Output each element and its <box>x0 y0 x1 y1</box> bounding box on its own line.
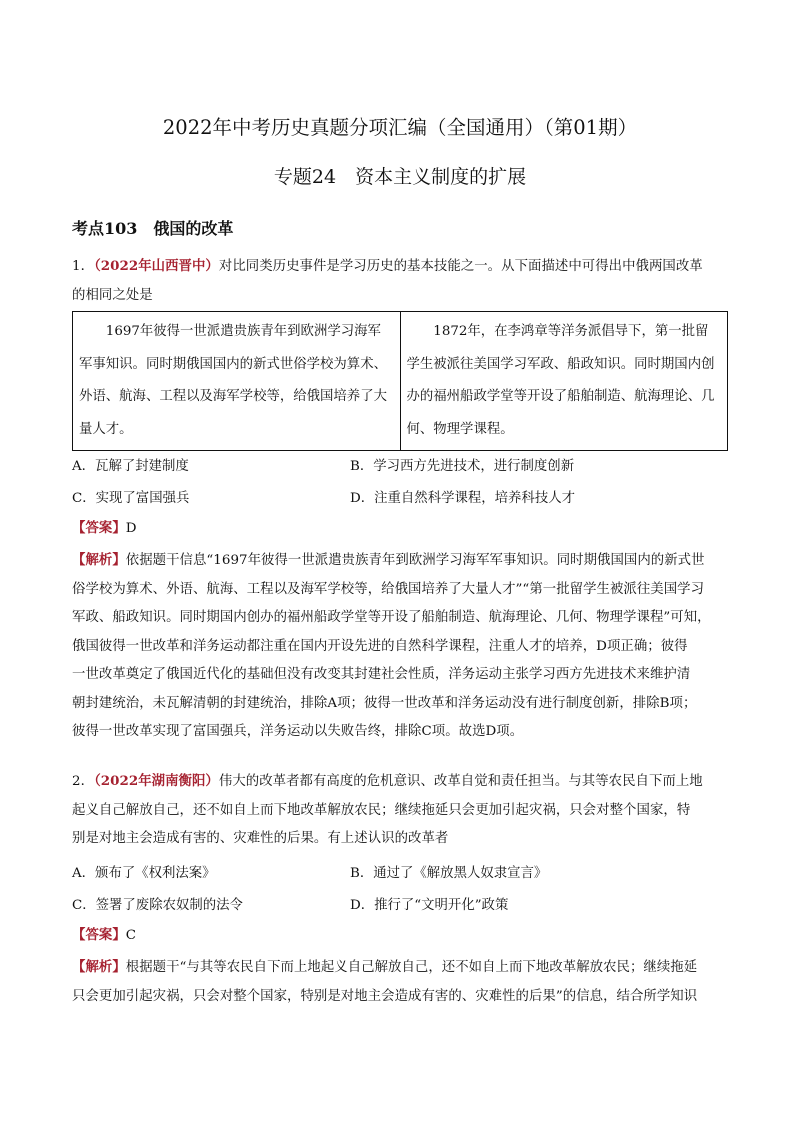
option-d: D．推行了“文明开化”政策 <box>350 897 509 913</box>
question-1-source: （2022年山西晋中） <box>94 258 219 274</box>
analysis-line: 俗学校为算术、外语、航海、工程以及海军学校等，给俄国培养了大量人才”“第一批留学生被派往美国学习 <box>72 581 705 597</box>
option-b: B．学习西方先进技术，进行制度创新 <box>350 458 575 474</box>
question-1-number: 1． <box>72 259 95 274</box>
analysis-label: 【解析】 <box>72 959 126 975</box>
question-2-analysis <box>72 953 728 1011</box>
analysis-line: 俄国彼得一世改革和洋务运动都注重在国内开设先进的自然科学课程，注重人才的培养，D项正确；彼得 <box>72 638 688 654</box>
option-a: A．瓦解了封建制度 <box>72 458 189 474</box>
analysis-line: 根据题干“与其等农民自下而上地起义自己解放自己，还不如自上而下地改革解放农民；继续拖延 <box>125 960 698 975</box>
question-2-stem-line-1: 伟大的改革者都有高度的危机意识、改革自觉和责任担当。与其等农民自下而上地 <box>218 774 703 789</box>
analysis-line: 一世改革奠定了俄国近代化的基础但没有改变其封建社会性质，洋务运动主张学习西方先进技术来维护清 <box>72 667 691 682</box>
option-a: A．颁布了《权利法案》 <box>72 865 216 881</box>
answer-value: D <box>125 521 137 536</box>
question-2-options <box>72 855 728 919</box>
document-subtitle: 专题24 资本主义制度的扩展 <box>273 166 527 188</box>
option-c: C．实现了富国强兵 <box>72 490 190 506</box>
answer-label: 【答案】 <box>72 927 126 943</box>
answer-label: 【答案】 <box>72 520 126 536</box>
analysis-line: 依据题干信息“1697年彼得一世派遣贵族青年到欧洲学习海军军事知识。同时期俄国国内的新式世 <box>125 553 705 568</box>
question-1-analysis <box>72 546 728 747</box>
question-1-stem-line-1: 对比同类历史事件是学习历史的基本技能之一。从下面描述中可得出中俄两国改革 <box>218 259 703 274</box>
question-1-material-table <box>72 311 728 451</box>
analysis-line: 彼得一世改革实现了富国强兵，洋务运动以失败告终，排除C项。故选D项。 <box>72 724 524 739</box>
question-2-stem <box>72 767 728 854</box>
material-left-cell: 1697年彼得一世派遣贵族青年到欧洲学习海军军事知识。同时期俄国国内的新式世俗学校为算术、外语、航海、工程以及海军学校等，给俄国培养了大量人才。 <box>73 312 401 451</box>
material-right-cell: 1872年，在李鸿章等洋务派倡导下，第一批留学生被派往美国学习军政、船政知识。同时期国内创办的福州船政学堂等开设了船舶制造、航海理论、几何、物理学课程。 <box>400 312 728 451</box>
question-1-options <box>72 448 728 512</box>
question-1-stem-line-2: 的相同之处是 <box>72 287 153 303</box>
question-1-stem <box>72 252 728 310</box>
analysis-line: 朝封建统治，未瓦解清朝的封建统治，排除A项；彼得一世改革和洋务运动没有进行制度创新，排除B项； <box>72 695 697 711</box>
option-b: B．通过了《解放黑人奴隶宣言》 <box>350 865 548 881</box>
section-heading: 考点103 俄国的改革 <box>72 219 234 238</box>
question-2-source: （2022年湖南衡阳） <box>94 773 219 789</box>
analysis-label: 【解析】 <box>72 552 126 568</box>
option-c: C．签署了废除农奴制的法令 <box>72 897 243 913</box>
analysis-line: 军政、船政知识。同时期国内创办的福州船政学堂等开设了船舶制造、航海理论、几何、物理学课程”可知， <box>72 610 711 625</box>
question-2-number: 2． <box>72 774 95 789</box>
question-2-stem-line-2: 起义自己解放自己，还不如自上而下地改革解放农民；继续拖延只会更加引起灾祸，只会对整个国家，特 <box>72 802 691 818</box>
question-2-answer <box>72 921 728 951</box>
answer-value: C <box>125 928 137 943</box>
question-1-answer <box>72 514 728 544</box>
question-2-stem-line-3: 别是对地主会造成有害的、灾难性的后果。有上述认识的改革者 <box>72 831 449 846</box>
option-d: D．注重自然科学课程，培养科技人才 <box>350 490 575 506</box>
document-title: 2022年中考历史真题分项汇编（全国通用）（第01期） <box>162 116 638 139</box>
analysis-line: 只会更加引起灾祸，只会对整个国家，特别是对地主会造成有害的、灾难性的后果”的信息，结合所学知识 <box>72 988 698 1004</box>
